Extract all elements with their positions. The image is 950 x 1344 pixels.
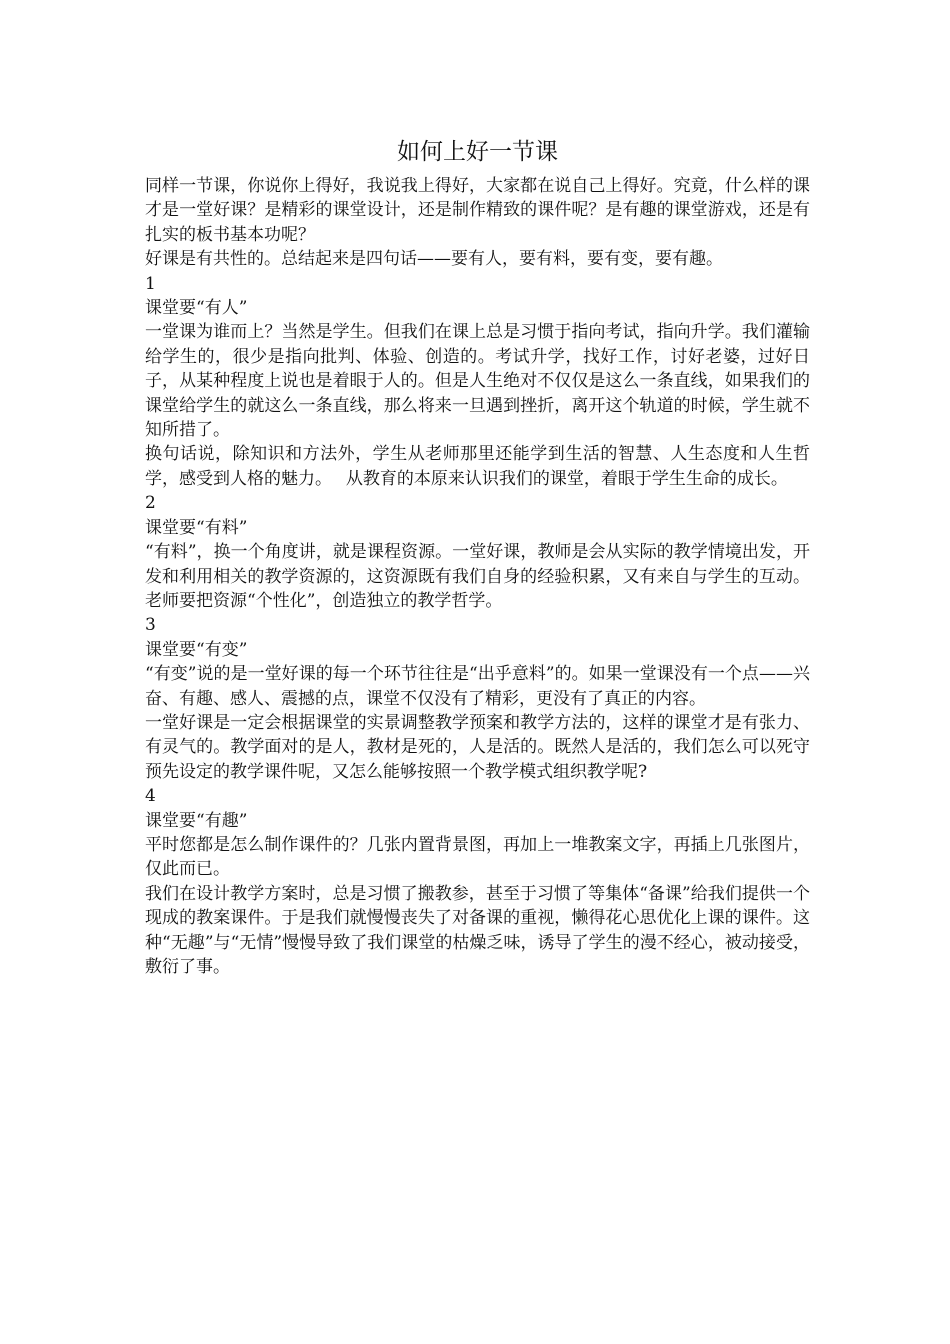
paragraph-you-ren-1: 一堂课为谁而上？当然是学生。但我们在课上总是习惯于指向考试，指向升学。我们灌输给学生的，很少是指向批判、体验、创造的。考试升学，找好工作，讨好老婆，过好日子，从某种程度上说也是着眼于人的。但是人生绝对不仅仅是这么一条直线，如果我们的课堂给学生的就这么一条直线，那么将来一旦遇到挫折，离开这个轨道的时候，学生就不知所措了。	[145, 322, 810, 441]
document-page	[145, 132, 810, 979]
section-number-3: 3	[145, 615, 156, 636]
paragraph-you-ren-2: 换句话说，除知识和方法外，学生从老师那里还能学到生活的智慧、人生态度和人生哲学，感受到人格的魅力。 从教育的本原来认识我们的课堂，着眼于学生生命的成长。	[145, 444, 810, 489]
paragraph-you-bian-2: 一堂好课是一定会根据课堂的实景调整教学预案和教学方法的，这样的课堂才是有张力、有灵气的。教学面对的是人，教材是死的，人是活的。既然人是活的，我们怎么可以死守预先设定的教学课件呢，又怎么能够按照一个教学模式组织教学呢?	[145, 712, 810, 782]
section-heading-you-bian: 课堂要“有变”	[145, 639, 248, 660]
document-title: 如何上好一节课	[397, 139, 558, 165]
document-body	[145, 174, 810, 979]
paragraph-you-qu-1: 平时您都是怎么制作课件的？几张内置背景图，再加上一堆教案文字，再插上几张图片，仅此而已。	[145, 834, 810, 880]
paragraph-you-liao: “有料”，换一个角度讲，就是课程资源。一堂好课，教师是会从实际的教学情境出发，开发和利用相关的教学资源的，这资源既有我们自身的经验积累，又有来自与学生的互动。老师要把资源“个性化”，创造独立的教学哲学。	[145, 542, 810, 611]
section-heading-you-liao: 课堂要“有料”	[145, 517, 248, 538]
section-heading-you-ren: 课堂要“有人”	[145, 298, 248, 319]
section-number-4: 4	[145, 786, 156, 807]
section-number-2: 2	[145, 493, 156, 514]
paragraph-summary: 好课是有共性的。总结起来是四句话——要有人，要有料，要有变，要有趣。	[145, 249, 723, 270]
paragraph-intro: 同样一节课，你说你上得好，我说我上得好，大家都在说自己上得好。究竟，什么样的课才是一堂好课？是精彩的课堂设计，还是制作精致的课件呢？是有趣的课堂游戏，还是有扎实的板书基本功呢？	[145, 176, 810, 245]
section-heading-you-qu: 课堂要“有趣”	[145, 810, 248, 831]
paragraph-you-bian-1: “有变”说的是一堂好课的每一个环节往往是“出乎意料”的。如果一堂课没有一个点——兴奋、有趣、感人、震撼的点，课堂不仅没有了精彩，更没有了真正的内容。	[145, 664, 810, 709]
section-number-1: 1	[145, 273, 156, 294]
paragraph-you-qu-2: 我们在设计教学方案时，总是习惯了搬教参，甚至于习惯了等集体“备课”给我们提供一个现成的教案课件。于是我们就慢慢丧失了对备课的重视，懒得花心思优化上课的课件。这种“无趣”与“无情”慢慢导致了我们课堂的枯燥乏味，诱导了学生的漫不经心，被动接受，敷衍了事。	[145, 883, 810, 977]
